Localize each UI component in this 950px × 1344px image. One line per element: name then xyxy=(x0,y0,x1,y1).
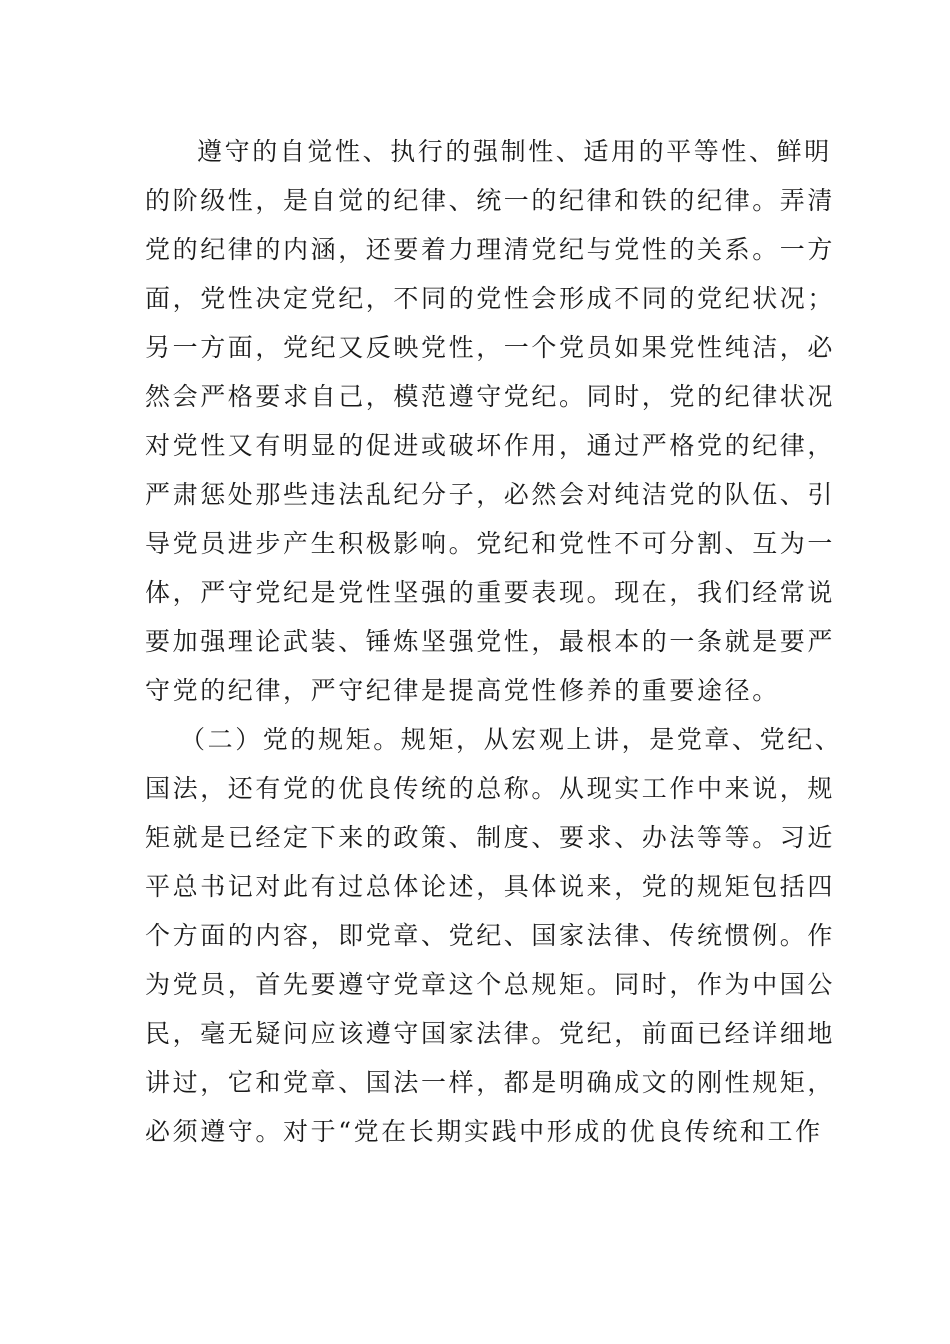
text-line: 矩就是已经定下来的政策、制度、要求、办法等等。习近 xyxy=(145,823,836,852)
text-line: 党的纪律的内涵，还要着力理清党纪与党性的关系。一方 xyxy=(145,235,836,264)
text-line: 守党的纪律，严守纪律是提高党性修养的重要途径。 xyxy=(145,676,780,705)
text-line: 国法，还有党的优良传统的总称。从现实工作中来说，规 xyxy=(145,774,836,803)
text-line: 对党性又有明显的促进或破坏作用，通过严格党的纪律， xyxy=(145,431,836,460)
text-line: 为党员，首先要遵守党章这个总规矩。同时，作为中国公 xyxy=(145,970,836,999)
text-line: 另一方面，党纪又反映党性，一个党员如果党性纯洁，必 xyxy=(145,333,836,362)
text-line: 导党员进步产生积极影响。党纪和党性不可分割、互为一 xyxy=(145,529,836,558)
text-line: 必须遵守。对于“党在长期实践中形成的优良传统和工作 xyxy=(145,1117,823,1146)
text-line: 平总书记对此有过总体论述，具体说来，党的规矩包括四 xyxy=(145,872,836,901)
text-line: 严肃惩处那些违法乱纪分子，必然会对纯洁党的队伍、引 xyxy=(145,480,836,509)
text-line: 民，毫无疑问应该遵守国家法律。党纪，前面已经详细地 xyxy=(145,1019,836,1048)
text-line: 然会严格要求自己，模范遵守党纪。同时，党的纪律状况 xyxy=(145,382,836,411)
text-line: 面，党性决定党纪，不同的党性会形成不同的党纪状况； xyxy=(145,284,836,313)
text-line: 要加强理论武装、锤炼坚强党性，最根本的一条就是要严 xyxy=(145,627,836,656)
text-line: 体，严守党纪是党性坚强的重要表现。现在，我们经常说 xyxy=(145,578,836,607)
text-line: 讲过，它和党章、国法一样，都是明确成文的刚性规矩， xyxy=(145,1068,836,1097)
text-line: 的阶级性，是自觉的纪律、统一的纪律和铁的纪律。弄清 xyxy=(145,186,836,215)
text-line: 遵守的自觉性、执行的强制性、适用的平等性、鲜明 xyxy=(197,137,832,166)
section-heading-line: （二）党的规矩。规矩，从宏观上讲，是党章、党纪、 xyxy=(180,725,843,754)
text-line: 个方面的内容，即党章、党纪、国家法律、传统惯例。作 xyxy=(145,921,836,950)
